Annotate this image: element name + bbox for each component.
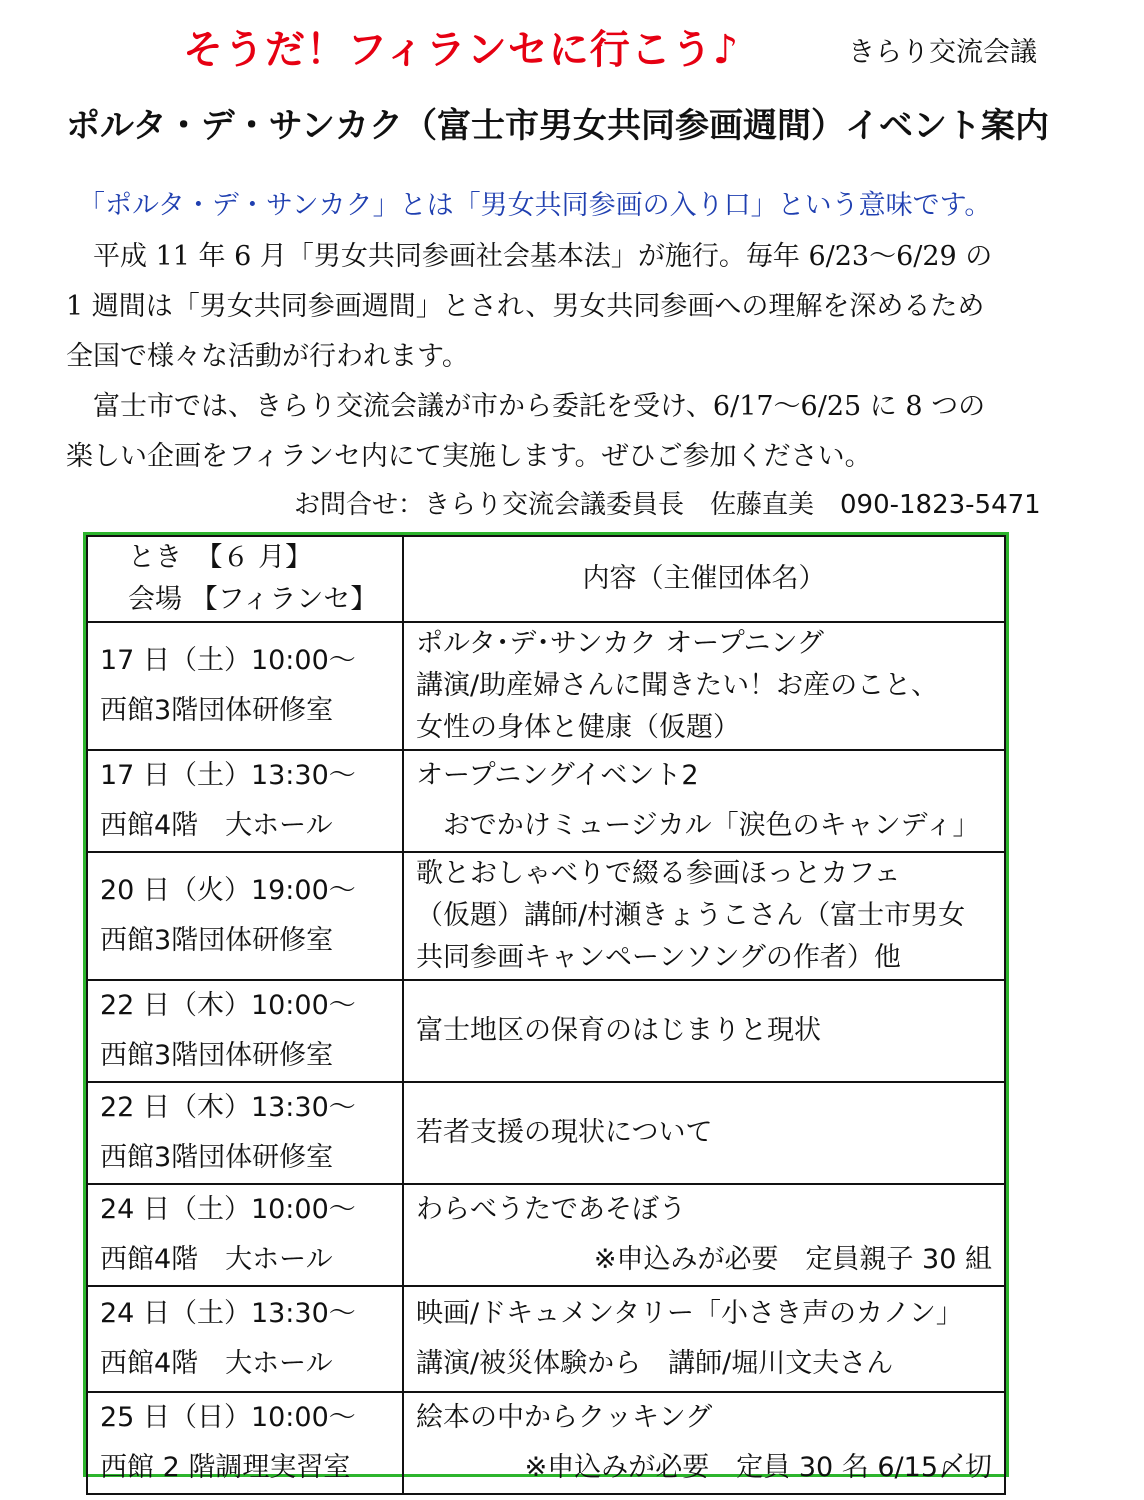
event-content-line: 共同参画キャンペーンソングの作者）他	[416, 942, 901, 973]
table-row	[87, 980, 1005, 1082]
event-content-cell	[403, 1082, 1005, 1184]
table-row	[87, 622, 1005, 750]
header-content: 内容（主催団体名）	[403, 536, 1005, 622]
header-venue: 会場 【フィランセ】	[128, 584, 378, 615]
event-datetime: 24 日（土）13:30～	[100, 1298, 356, 1329]
event-venue: 西館 2 階調理実習室	[100, 1452, 351, 1483]
event-when-cell	[87, 622, 403, 750]
event-content-line: 講演/被災体験から 講師/堀川文夫さん	[416, 1348, 894, 1379]
event-when-cell	[87, 1392, 403, 1494]
event-when-cell	[87, 980, 403, 1082]
table-row	[87, 1184, 1005, 1286]
event-content-cell	[403, 1184, 1005, 1286]
event-content-line: 女性の身体と健康（仮題）	[416, 712, 740, 743]
event-note: ※申込みが必要 定員 30 名 6/15〆切	[524, 1452, 992, 1483]
contact-info: お問合せ：きらり交流会議委員長 佐藤直美 090-1823-5471	[294, 490, 1041, 520]
event-content-line: 映画/ドキュメンタリー「小さき声のカノン」	[416, 1298, 963, 1329]
page-headline: そうだ！フィランセに行こう♪	[183, 27, 740, 73]
event-datetime: 24 日（土）10:00～	[100, 1194, 356, 1225]
table-row	[87, 1392, 1005, 1494]
event-content-cell	[403, 750, 1005, 852]
event-when-cell	[87, 1082, 403, 1184]
header-when-venue	[87, 536, 403, 622]
intro-lead: 「ポルタ・デ・サンカク」とは「男女共同参画の入り口」という意味です。	[78, 190, 992, 221]
event-datetime: 22 日（木）13:30～	[100, 1092, 356, 1123]
table-row	[87, 1286, 1005, 1392]
event-venue: 西館3階団体研修室	[100, 1040, 334, 1071]
event-content-cell	[403, 1392, 1005, 1494]
event-datetime: 22 日（木）10:00～	[100, 990, 356, 1021]
event-content-cell	[403, 852, 1005, 980]
event-content-line: おでかけミュージカル「涙色のキャンディ」	[416, 810, 980, 841]
table-row	[87, 1082, 1005, 1184]
event-guide-title: ポルタ・デ・サンカク（富士市男女共同参画週間）イベント案内	[66, 106, 1049, 146]
event-content-line: 富士地区の保育のはじまりと現状	[416, 1015, 821, 1046]
organization-name: きらり交流会議	[848, 37, 1037, 68]
event-datetime: 25 日（日）10:00～	[100, 1402, 356, 1433]
event-datetime: 17 日（土）13:30～	[100, 760, 356, 791]
event-venue: 西館4階 大ホール	[100, 1244, 333, 1275]
intro-line: 楽しい企画をフィランセ内にて実施します。ぜひご参加ください。	[66, 441, 872, 472]
intro-line: 平成 11 年 6 月「男女共同参画社会基本法」が施行。毎年 6/23～6/29 の	[66, 241, 993, 272]
event-content-line: 絵本の中からクッキング	[416, 1402, 713, 1433]
table-row	[87, 852, 1005, 980]
event-when-cell	[87, 852, 403, 980]
event-when-cell	[87, 1286, 403, 1392]
event-content-line: （仮題）講師/村瀬きょうこさん（富士市男女	[416, 900, 966, 931]
event-venue: 西館4階 大ホール	[100, 1348, 333, 1379]
event-content-line: 歌とおしゃべりで綴る参画ほっとカフェ	[416, 858, 901, 889]
event-when-cell	[87, 1184, 403, 1286]
header-when: とき 【６ 月】	[128, 542, 313, 573]
table-header-row	[87, 536, 1005, 622]
event-venue: 西館3階団体研修室	[100, 1142, 334, 1173]
event-datetime: 17 日（土）10:00～	[100, 645, 356, 676]
event-content-line: 講演/助産婦さんに聞きたい！お産のこと、	[416, 670, 939, 701]
event-venue: 西館3階団体研修室	[100, 925, 334, 956]
event-datetime: 20 日（火）19:00～	[100, 875, 356, 906]
table-row	[87, 750, 1005, 852]
event-content-line: 若者支援の現状について	[416, 1117, 713, 1148]
schedule-table-frame	[83, 532, 1009, 1483]
event-content-cell	[403, 622, 1005, 750]
event-content-line: オープニングイベント2	[416, 760, 699, 791]
event-venue: 西館4階 大ホール	[100, 810, 333, 841]
event-when-cell	[87, 750, 403, 852]
intro-line: 富士市では、きらり交流会議が市から委託を受け、6/17～6/25 に 8 つの	[66, 391, 986, 422]
event-content-line: ポルタ･デ･サンカク オープニング	[416, 628, 824, 659]
event-content-cell	[403, 980, 1005, 1082]
intro-line: 1 週間は「男女共同参画週間」とされ、男女共同参画への理解を深めるため	[66, 291, 985, 322]
schedule-table	[86, 535, 1006, 1495]
event-content-cell	[403, 1286, 1005, 1392]
event-venue: 西館3階団体研修室	[100, 695, 334, 726]
event-note: ※申込みが必要 定員親子 30 組	[593, 1244, 992, 1275]
event-content-line: わらべうたであそぼう	[416, 1194, 686, 1225]
intro-line: 全国で様々な活動が行われます。	[66, 341, 469, 372]
